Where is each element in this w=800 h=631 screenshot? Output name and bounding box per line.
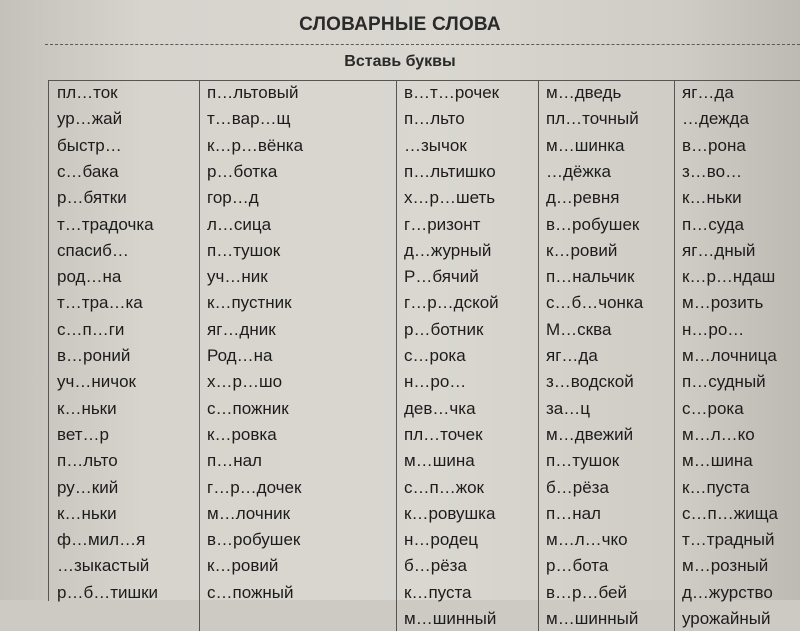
dictionary-word: быстр… (57, 135, 122, 155)
dictionary-word: п…тушок (207, 240, 281, 260)
dictionary-word: спасиб… (57, 240, 129, 260)
dictionary-word: к…ровий (546, 240, 618, 260)
page-title: СЛОВАРНЫЕ СЛОВА (299, 14, 501, 35)
dictionary-word: п…тушок (546, 451, 620, 471)
word-column-4 (538, 81, 675, 631)
dictionary-word: к…ньки (682, 188, 742, 208)
dictionary-word: в…роний (57, 346, 131, 365)
dictionary-word: к…ровушка (404, 503, 496, 523)
dictionary-word: м…розить (682, 293, 764, 313)
exercise-instruction: Вставь буквы (344, 53, 456, 70)
dictionary-word: с…рока (682, 398, 744, 418)
dictionary-word: н…родец (404, 530, 479, 550)
dictionary-word: м…розный (682, 556, 769, 576)
dictionary-word: н…ро… (682, 319, 745, 339)
dictionary-word: в…робушек (546, 214, 640, 234)
dictionary-word: ф…мил…я (57, 530, 146, 550)
dictionary-word: в…рона (682, 135, 746, 155)
dictionary-word: т…вар…щ (207, 109, 291, 129)
dictionary-word: м…лочник (207, 503, 291, 523)
dictionary-word: …зыкастый (57, 556, 150, 576)
dictionary-word: урожайный (682, 609, 771, 628)
dictionary-word: р…ботка (207, 161, 278, 181)
dictionary-word: к…ньки (57, 398, 117, 418)
dictionary-word: п…нал (546, 503, 601, 523)
dictionary-word: к…пуста (404, 582, 472, 602)
dictionary-word: т…традный (682, 530, 775, 550)
dictionary-word: х…р…шеть (404, 188, 496, 208)
dictionary-word: т…традочка (57, 214, 154, 234)
dictionary-word: г…р…дочек (207, 477, 302, 497)
dictionary-word: з…во… (682, 161, 743, 181)
dictionary-word: пл…точный (546, 109, 639, 129)
dictionary-word: б…рёза (546, 477, 609, 497)
dictionary-word: м…шина (404, 451, 475, 471)
dictionary-word: м…лочница (682, 346, 777, 365)
dictionary-word: х…р…шо (207, 372, 283, 392)
dictionary-word: р…бота (546, 556, 609, 576)
dictionary-word: м…л…чко (546, 530, 628, 550)
dictionary-word: м…двежий (546, 424, 634, 444)
dictionary-word: за…ц (546, 398, 590, 418)
dictionary-word: п…нальчик (546, 267, 635, 287)
dictionary-word: гор…д (207, 188, 259, 208)
dictionary-word: яг…да (682, 83, 734, 102)
dictionary-word: р…б…тишки (57, 582, 159, 602)
dictionary-word: п…судный (682, 372, 766, 392)
dictionary-word: м…л…ко (682, 424, 755, 444)
dictionary-word: м…шина (682, 451, 753, 471)
dictionary-word: г…ризонт (404, 214, 481, 234)
dictionary-word: род…на (57, 267, 122, 287)
dictionary-word: Род…на (207, 346, 273, 365)
dictionary-word: л…сица (207, 214, 272, 234)
dictionary-word: яг…дный (682, 240, 756, 260)
dictionary-word: в…т…рочек (404, 83, 500, 102)
dictionary-word: с…п…жища (682, 503, 779, 523)
dictionary-word: т…тра…ка (57, 293, 143, 313)
dictionary-word: м…шинный (404, 609, 497, 628)
dictionary-word: с…бака (57, 161, 119, 181)
dictionary-word: пл…ток (57, 83, 118, 102)
dictionary-word: к…пуста (682, 477, 750, 497)
dictionary-word: …дежда (682, 109, 749, 129)
dictionary-word: к…р…ндаш (682, 267, 776, 287)
dictionary-word: уч…ничок (57, 372, 136, 392)
dictionary-word: г…р…дской (404, 293, 499, 313)
dictionary-word: п…суда (682, 214, 745, 234)
word-column-1 (49, 81, 200, 631)
dictionary-word: М…сква (546, 319, 612, 339)
word-table (48, 80, 800, 628)
dictionary-word: к…р…вёнка (207, 135, 304, 155)
dictionary-word: к…ровка (207, 424, 277, 444)
dictionary-word: …зычок (404, 135, 467, 155)
dictionary-word: яг…да (546, 346, 598, 365)
dictionary-word: с…п…жок (404, 477, 484, 497)
dictionary-word: б…рёза (404, 556, 467, 576)
dictionary-word: д…журство (682, 582, 773, 602)
dictionary-word: с…б…чонка (546, 293, 644, 313)
dictionary-word: з…водской (546, 372, 634, 392)
dictionary-word: ру…кий (57, 477, 119, 497)
dictionary-word: м…шинный (546, 609, 639, 628)
dictionary-word: д…журный (404, 240, 492, 260)
dictionary-word: н…ро… (404, 372, 467, 392)
dictionary-word: вет…р (57, 424, 109, 444)
word-column-3 (396, 81, 539, 631)
dictionary-word: р…бятки (57, 188, 127, 208)
dictionary-word: п…льтовый (207, 83, 299, 102)
dictionary-word: к…ньки (57, 503, 117, 523)
dictionary-word: п…льтишко (404, 161, 496, 181)
dictionary-word: в…робушек (207, 530, 301, 550)
dictionary-word: яг…дник (207, 319, 276, 339)
dictionary-word: уч…ник (207, 267, 268, 287)
dictionary-word: с…пожный (207, 582, 294, 602)
dictionary-word: …дёжка (546, 161, 612, 181)
dictionary-word: с…пожник (207, 398, 289, 418)
dictionary-word: п…льто (404, 109, 465, 129)
dictionary-word: пл…точек (404, 424, 483, 444)
dictionary-word: м…дведь (546, 83, 622, 102)
dictionary-word: дев…чка (404, 398, 476, 418)
dictionary-word: м…шинка (546, 135, 625, 155)
word-column-2 (199, 81, 397, 631)
dictionary-word: с…п…ги (57, 319, 125, 339)
title-divider (45, 44, 800, 45)
dictionary-word: Р…бячий (404, 267, 479, 287)
dictionary-word: к…ровий (207, 556, 279, 576)
dictionary-word: ур…жай (57, 109, 123, 129)
dictionary-word: п…нал (207, 451, 262, 471)
dictionary-word: с…рока (404, 346, 466, 365)
word-column-5 (674, 81, 800, 631)
dictionary-word: в…р…бей (546, 582, 627, 602)
dictionary-word: р…ботник (404, 319, 484, 339)
dictionary-word: д…ревня (546, 188, 620, 208)
dictionary-word: к…пустник (207, 293, 292, 313)
dictionary-word: п…льто (57, 451, 118, 471)
